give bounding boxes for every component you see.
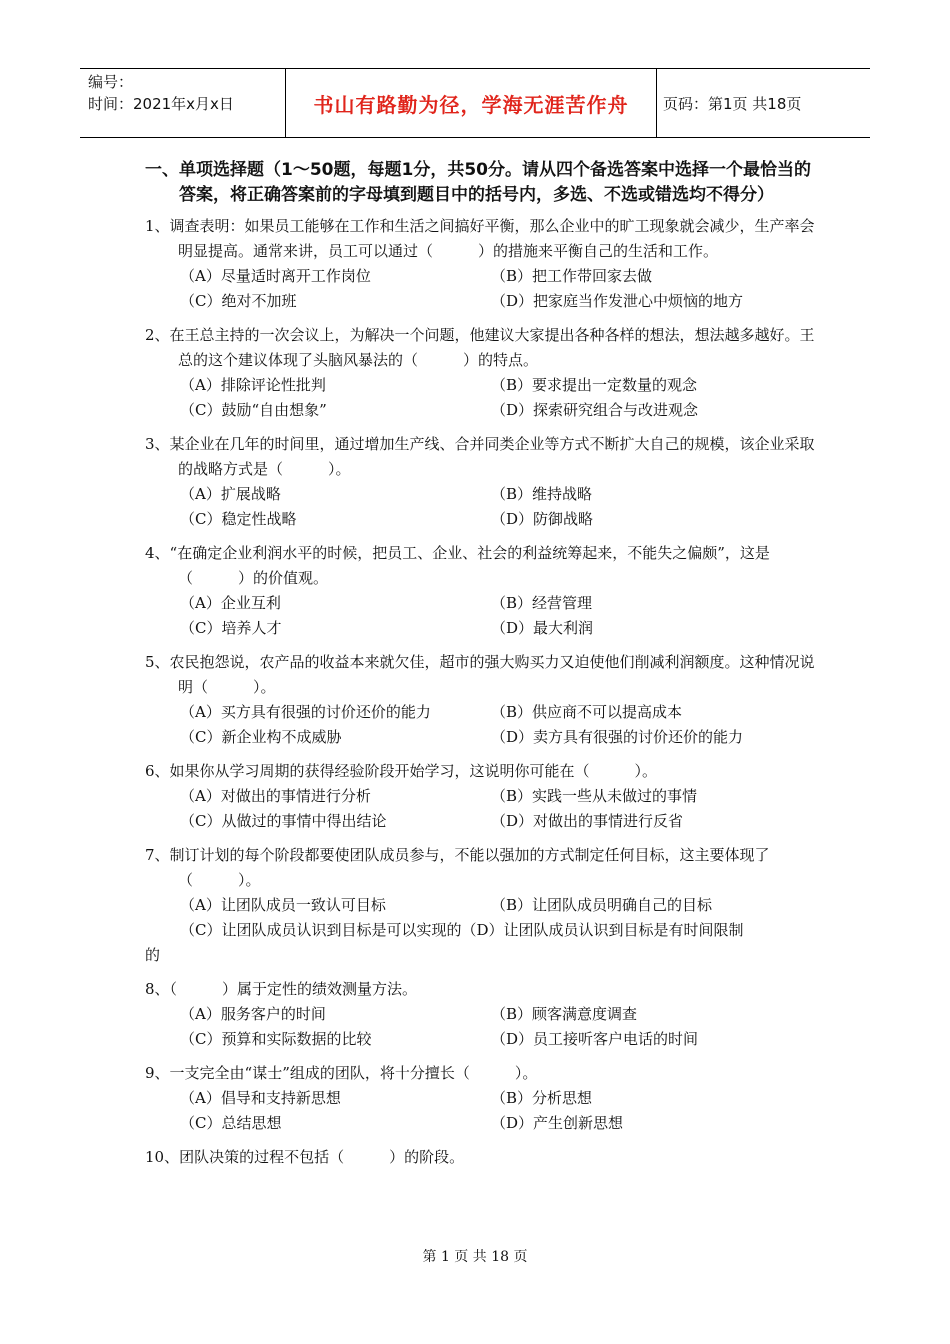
option-a: （A）企业互利 (180, 594, 281, 612)
option-c: （C）预算和实际数据的比较 (180, 1030, 372, 1048)
question-5 (145, 650, 825, 750)
options (145, 1002, 825, 1052)
question-1 (145, 214, 825, 314)
option-a: （A）排除评论性批判 (180, 376, 326, 394)
document-number-label: 编号： (88, 73, 134, 91)
option-c: （C）培养人才 (180, 619, 282, 637)
question-6 (145, 759, 825, 834)
question-text: 3、某企业在几年的时间里，通过增加生产线、合并同类企业等方式不断扩大自己的规模，该企业采取的战略方式是（ ）。 (145, 435, 815, 478)
header-motto: 书山有路勤为径，学海无涯苦作舟 (285, 69, 657, 137)
options (145, 373, 825, 423)
page-footer: 第 1 页 共 18 页 (422, 1249, 528, 1265)
option-b: （B）把工作带回家去做 (491, 267, 653, 285)
option-c: （C）总结思想 (180, 1114, 282, 1132)
option-b: （B）顾客满意度调查 (491, 1005, 638, 1023)
option-b: （B）要求提出一定数量的观念 (491, 376, 698, 394)
option-a: （A）扩展战略 (180, 485, 281, 503)
question-10 (145, 1145, 825, 1170)
question-text: 8、（ ）属于定性的绩效测量方法。 (145, 980, 418, 998)
options (145, 591, 825, 641)
option-d: （D）产生创新思想 (491, 1114, 624, 1132)
option-d: （D）最大利润 (491, 619, 594, 637)
question-text: 2、在王总主持的一次会议上，为解决一个问题，他建议大家提出各种各样的想法，想法越多越好。王总的这个建议体现了头脑风暴法的（ ）的特点。 (145, 326, 815, 369)
question-8 (145, 977, 825, 1052)
question-2 (145, 323, 825, 423)
question-7 (145, 843, 825, 968)
option-b: （B）实践一些从未做过的事情 (491, 787, 698, 805)
option-b: （B）维持战略 (491, 485, 593, 503)
header-page-info: 页码：第1页 共18页 (663, 94, 802, 113)
document-date: 时间：2021年x月x日 (88, 95, 234, 113)
option-c: （C）稳定性战略 (180, 510, 297, 528)
options-c-d: （C）让团队成员认识到目标是可以实现的（D）让团队成员认识到目标是有时间限制 (180, 921, 744, 939)
question-4 (145, 541, 825, 641)
option-a: （A）服务客户的时间 (180, 1005, 326, 1023)
section-title: 一、单项选择题（1～50题，每题1分，共50分。请从四个备选答案中选择一个最恰当的答案，将正确答案前的字母填到题目中的括号内，多选、不选或错选均不得分） (145, 160, 811, 205)
question-9 (145, 1061, 825, 1136)
option-d: （D）把家庭当作发泄心中烦恼的地方 (491, 292, 744, 310)
question-text: 9、一支完全由“谋士”组成的团队，将十分擅长（ ）。 (145, 1064, 538, 1082)
options (145, 784, 825, 834)
option-d: （D）员工接听客户电话的时间 (491, 1030, 699, 1048)
option-c: （C）从做过的事情中得出结论 (180, 812, 387, 830)
document-body (145, 158, 825, 1179)
option-a: （A）买方具有很强的讨价还价的能力 (180, 703, 431, 721)
option-c: （C）鼓励“自由想象” (180, 401, 327, 419)
options (145, 1086, 825, 1136)
options (145, 482, 825, 532)
option-c: （C）绝对不加班 (180, 292, 297, 310)
option-d: （D）探索研究组合与改进观念 (491, 401, 699, 419)
option-d: （D）防御战略 (491, 510, 594, 528)
option-c: （C）新企业构不成威胁 (180, 728, 342, 746)
option-d-continuation: 的 (145, 946, 161, 964)
option-d: （D）卖方具有很强的讨价还价的能力 (491, 728, 744, 746)
question-text: 7、制订计划的每个阶段都要使团队成员参与，不能以强加的方式制定任何目标，这主要体现了（ ）。 (145, 846, 770, 889)
question-text: 6、如果你从学习周期的获得经验阶段开始学习，这说明你可能在（ ）。 (145, 762, 658, 780)
question-text: 5、农民抱怨说，农产品的收益本来就欠佳，超市的强大购买力又迫使他们削减利润额度。这种情况说明（ ）。 (145, 653, 815, 696)
page-header (80, 68, 870, 138)
option-b: （B）经营管理 (491, 594, 593, 612)
header-meta (88, 71, 283, 115)
option-a: （A）对做出的事情进行分析 (180, 787, 371, 805)
option-b: （B）分析思想 (491, 1089, 593, 1107)
question-3 (145, 432, 825, 532)
options (145, 893, 825, 918)
option-d: （D）对做出的事情进行反省 (491, 812, 684, 830)
question-text: 10、团队决策的过程不包括（ ）的阶段。 (145, 1148, 465, 1166)
question-text: 1、调查表明：如果员工能够在工作和生活之间搞好平衡，那么企业中的旷工现象就会减少，生产率会明显提高。通常来讲，员工可以通过（ ）的措施来平衡自己的生活和工作。 (145, 217, 815, 260)
options (145, 700, 825, 750)
option-b: （B）供应商不可以提高成本 (491, 703, 683, 721)
option-b: （B）让团队成员明确自己的目标 (491, 896, 713, 914)
option-a: （A）让团队成员一致认可目标 (180, 896, 386, 914)
option-a: （A）尽量适时离开工作岗位 (180, 267, 371, 285)
question-text: 4、“在确定企业利润水平的时候，把员工、企业、社会的利益统筹起来，不能失之偏颇”，这是（ ）的价值观。 (145, 544, 770, 587)
options (145, 264, 825, 314)
option-a: （A）倡导和支持新思想 (180, 1089, 341, 1107)
